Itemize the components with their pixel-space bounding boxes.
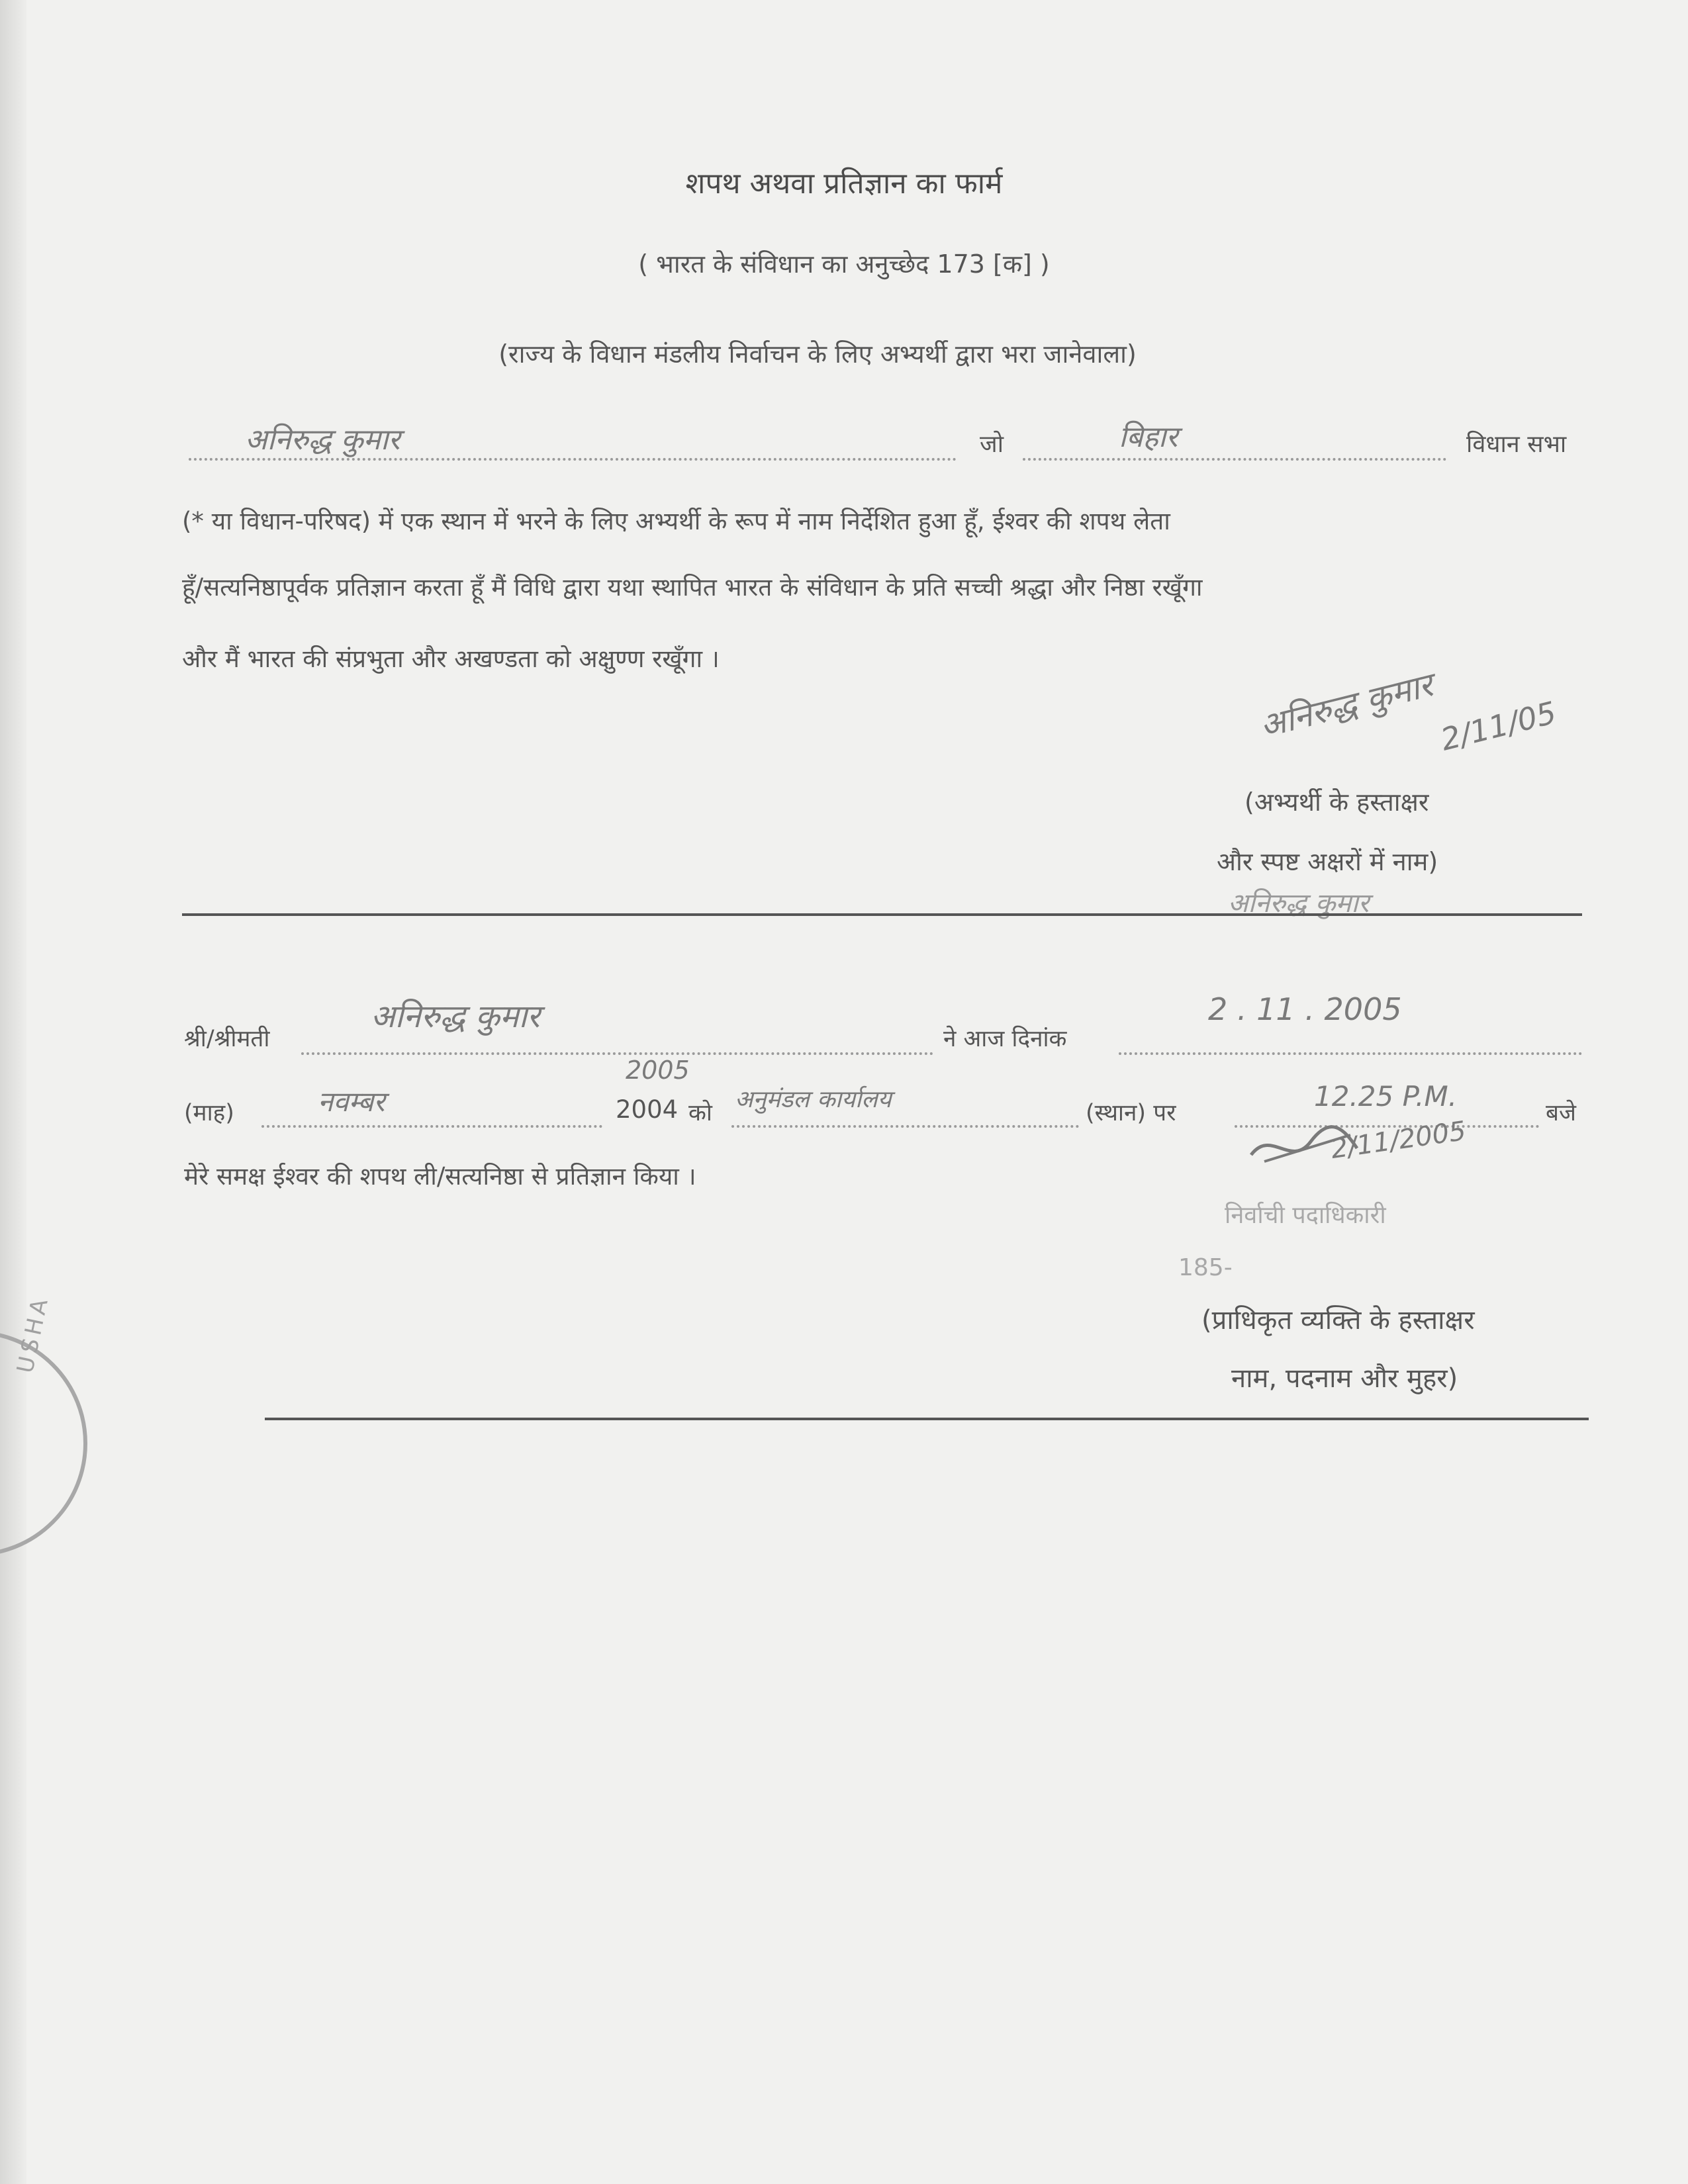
- officer-stamp-line-2: 185-: [1178, 1254, 1233, 1281]
- candidate-signature-label-2: और स्पष्ट अक्षरों में नाम): [1217, 847, 1438, 876]
- place-handwritten: अनुमंडल कार्यालय: [735, 1086, 892, 1113]
- round-seal-text: USHA: [12, 1293, 54, 1376]
- authorized-signature-label-2: नाम, पदनाम और मुहर): [1231, 1363, 1458, 1394]
- authorized-signature-label-1: (प्राधिकृत व्यक्ति के हस्ताक्षर: [1201, 1305, 1475, 1336]
- constituency-dotted-line: [1023, 458, 1446, 461]
- name-dotted-line: [189, 458, 957, 461]
- section-divider: [182, 913, 1582, 916]
- ne-aaj-label: ने आज दिनांक: [943, 1026, 1067, 1052]
- officer-signature-date: 2/11/2005: [1329, 1115, 1468, 1165]
- candidate-signature-label-1: (अभ्यर्थी के हस्ताक्षर: [1244, 788, 1429, 817]
- bottom-divider: [265, 1418, 1589, 1420]
- candidate-name-handwritten: अनिरुद्ध कुमार: [245, 423, 400, 457]
- form-note: (राज्य के विधान मंडलीय निर्वाचन के लिए अभ्यर्थी द्वारा भरा जानेवाला): [498, 340, 1137, 369]
- sthaan-label: (स्थान) पर: [1086, 1100, 1176, 1126]
- vidhan-sabha-label: विधान सभा: [1466, 431, 1567, 458]
- closing-statement: मेरे समक्ष ईश्वर की शपथ ली/सत्यनिष्ठा से प्रतिज्ञान किया ।: [184, 1162, 696, 1191]
- form-subtitle: ( भारत के संविधान का अनुच्छेद 173 [क] ): [638, 250, 1050, 279]
- jo-label: जो: [980, 431, 1004, 458]
- baje-label: बजे: [1546, 1100, 1576, 1126]
- date-handwritten: 2 . 11 . 2005: [1208, 991, 1402, 1027]
- oath-body-line-1: (* या विधान-परिषद) में एक स्थान में भरने के लिए अभ्यर्थी के रूप में नाम निर्देशित हुआ हूँ, ईश्वर की शपथ लेता: [182, 507, 1170, 535]
- candidate-printed-name: अनिरुद्ध कुमार: [1228, 888, 1370, 919]
- ko-label: को: [688, 1100, 712, 1126]
- maah-label: (माह): [184, 1100, 234, 1126]
- year-correction-handwritten: 2005: [626, 1056, 690, 1085]
- place-dotted-line: [731, 1125, 1079, 1128]
- oath-body-line-3: और मैं भारत की संप्रभुता और अखण्डता को अक्षुण्ण रखूँगा ।: [182, 645, 720, 673]
- time-handwritten: 12.25 P.M.: [1314, 1080, 1458, 1113]
- maah-handwritten: नवम्बर: [318, 1085, 385, 1118]
- oath-body-line-2: हूँ/सत्यनिष्ठापूर्वक प्रतिज्ञान करता हूँ मैं विधि द्वारा यथा स्थापित भारत के संविधान के प्रति सच्ची श्रद्धा और निष्ठा रखूँगा: [182, 573, 1203, 602]
- shri-label: श्री/श्रीमती: [184, 1026, 270, 1052]
- form-title: शपथ अथवा प्रतिज्ञान का फार्म: [685, 167, 1003, 201]
- officer-stamp-line-1: निर्वाची पदाधिकारी: [1225, 1202, 1386, 1229]
- candidate-signature-date: 2/11/05: [1437, 694, 1560, 758]
- shri-dotted-line: [301, 1052, 933, 1055]
- year-printed: 2004: [616, 1095, 679, 1124]
- maah-dotted-line: [261, 1125, 602, 1128]
- constituency-handwritten: बिहार: [1119, 420, 1178, 454]
- page-edge: [0, 0, 26, 2184]
- date-dotted-line: [1119, 1052, 1582, 1055]
- candidate-signature: अनिरुद्ध कुमार: [1256, 665, 1436, 746]
- shri-name-handwritten: अनिरुद्ध कुमार: [371, 998, 540, 1035]
